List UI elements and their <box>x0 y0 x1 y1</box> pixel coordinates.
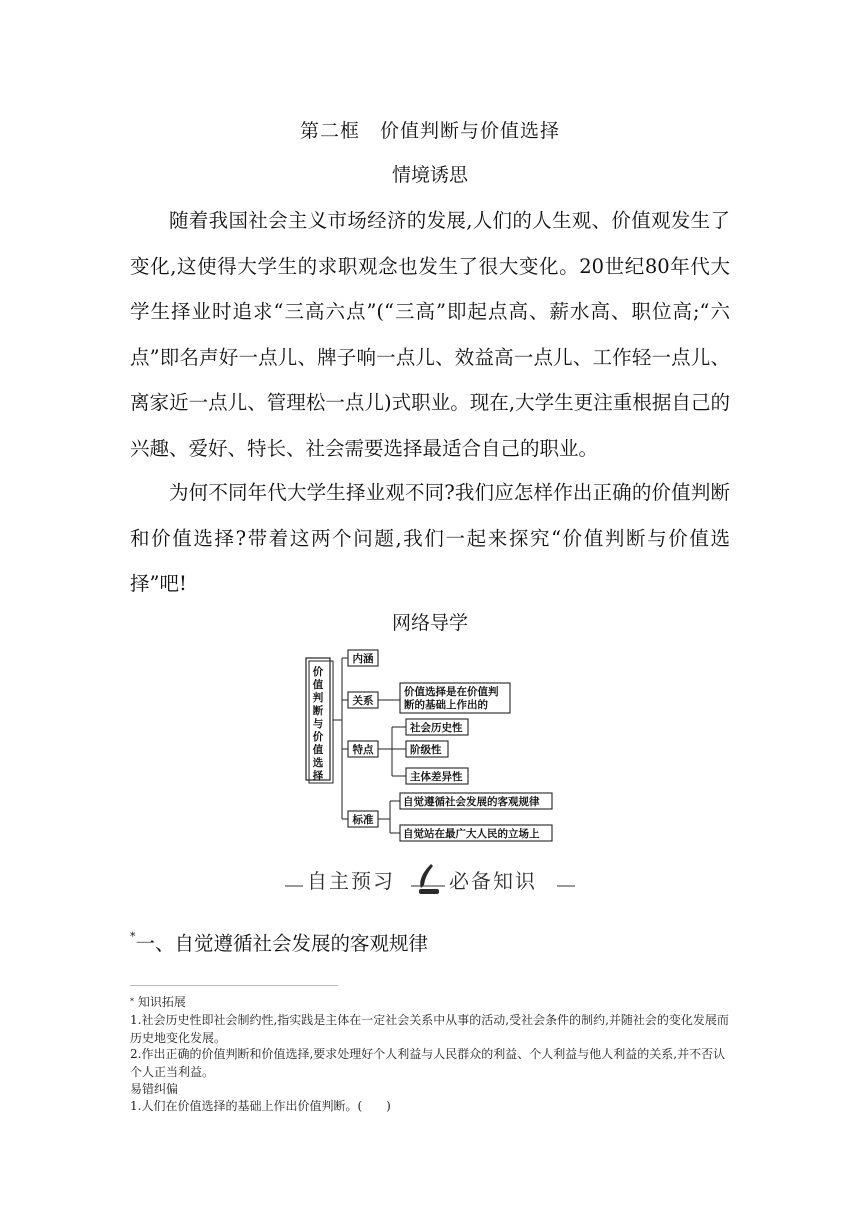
footnote-item-1: 1.社会历史性即社会制约性,指实践是主体在一定社会关系中从事的活动,受社会条件的制约,并随社会的变化发展而历史地变化发展。 <box>130 1013 729 1045</box>
intro-paragraph-1: 随着我国社会主义市场经济的发展,人们的人生观、价值观发生了变化,这使得大学生的求职观念也发生了很大变化。20世纪80年代大学生择业时追求“三高六点”(“三高”即起点高、薪水高、职位高;“六点”即名声好一点儿、牌子响一点儿、效益高一点儿、工作轻一点儿、离家近一点儿、管理松一点儿)式职业。现在,大学生更注重根据自己的兴趣、爱好、特长、社会需要选择最适合自己的职业。 <box>130 209 730 460</box>
mindmap-root-char: 值 <box>312 744 324 756</box>
mindmap-node-tedian: 特点 <box>352 744 374 756</box>
section-1-title: 一、自觉遵循社会发展的客观规律 <box>135 932 429 955</box>
mindmap-node-guanxi: 关系 <box>352 695 374 707</box>
banner-right-text: 必备知识 <box>449 869 537 893</box>
mindmap-node-biaozhun: 标准 <box>352 814 374 826</box>
footnote-head-text: 知识拓展 <box>137 995 186 1009</box>
mindmap-tedian-3: 主体差异性 <box>410 771 463 783</box>
concept-mindmap <box>300 645 560 845</box>
mindmap-tedian-2: 阶级性 <box>410 744 442 756</box>
footnote-item-2: 2.作出正确的价值判断和价值选择,要求处理好个人利益与人民群众的利益、个人利益与他人利益的关系,并不否认个人正当利益。 <box>130 1047 726 1079</box>
intro-paragraph-2: 为何不同年代大学生择业观不同?我们应怎样作出正确的价值判断和价值选择?带着这两个问题,我们一起来探究“价值判断与价值选择”吧! <box>130 481 730 595</box>
mindmap-root-char: 选 <box>312 757 324 769</box>
error-correction-head: 易错纠偏 <box>130 1082 179 1096</box>
mindmap-guanxi-line-1: 价值选择是在价值判 <box>404 686 499 698</box>
page-title: 第二框 价值判断与价值选择 <box>299 120 560 142</box>
footnote-head <box>130 993 730 1011</box>
intro-heading: 情境诱思 <box>391 164 468 186</box>
mindmap-root-char: 择 <box>312 770 324 782</box>
mindmap-biaozhun-1: 自觉遵循社会发展的客观规律 <box>403 796 540 808</box>
mindmap-node-neihan: 内涵 <box>352 653 374 665</box>
section-1-heading <box>130 928 428 956</box>
mindmap-guanxi-line-2: 断的基础上作出的 <box>404 699 488 711</box>
mindmap-root-char: 价 <box>312 666 324 678</box>
banner-left-text: 自主预习 <box>307 869 395 893</box>
mindmap-root-char: 断 <box>312 705 324 717</box>
footnote-marker: * <box>130 930 136 943</box>
mindmap-tedian-1: 社会历史性 <box>410 722 463 734</box>
mindmap-root-char: 值 <box>312 679 324 691</box>
section-banner <box>285 862 575 896</box>
quill-pen-icon <box>419 864 439 894</box>
mindmap-biaozhun-2: 自觉站在最广大人民的立场上 <box>403 828 540 840</box>
mindmap-root-char: 价 <box>312 731 324 743</box>
network-heading: 网络导学 <box>391 612 468 634</box>
footnote-head-marker: * <box>130 997 134 1006</box>
mindmap-root-char: 与 <box>312 718 324 730</box>
footnote-divider <box>130 985 338 986</box>
mindmap-root-label <box>312 665 324 782</box>
mindmap-root-char: 判 <box>312 692 324 704</box>
error-correction-item-1: 1.人们在价值选择的基础上作出价值判断。( ) <box>130 1099 391 1113</box>
